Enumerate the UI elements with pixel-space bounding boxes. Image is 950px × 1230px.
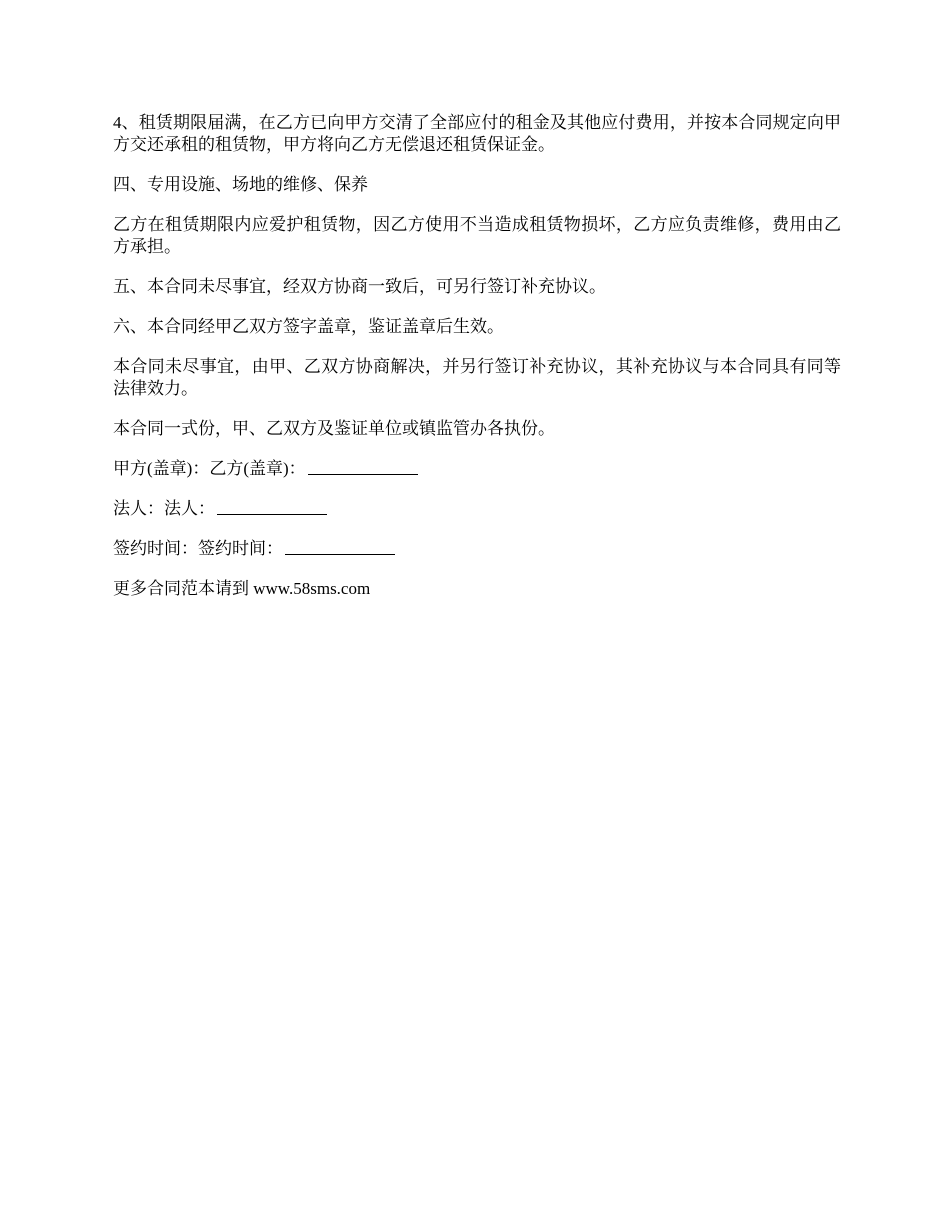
copies-clause: 本合同一式份，甲、乙双方及鉴证单位或镇监管办各执份。 — [113, 419, 555, 438]
signing-date-label: 签约时间：签约时间： — [113, 539, 283, 558]
maintenance-clause: 乙方在租赁期限内应爱护租赁物，因乙方使用不当造成租赁物损坏，乙方应负责维修，费用由乙方承担。 — [113, 215, 841, 256]
legal-person-signature-row — [113, 498, 841, 520]
signing-date-row — [113, 538, 841, 560]
clause-4-deposit-return: 4、租赁期限届满，在乙方已向甲方交清了全部应付的租金及其他应付费用，并按本合同规定向甲方交还承租的租赁物，甲方将向乙方无偿退还租赁保证金。 — [113, 113, 841, 154]
signing-date-line — [285, 538, 395, 555]
seal-label: 甲方(盖章)：乙方(盖章)： — [113, 459, 306, 478]
section-6-clause: 六、本合同经甲乙双方签字盖章，鉴证盖章后生效。 — [113, 317, 504, 336]
section-4-heading: 四、专用设施、场地的维修、保养 — [113, 175, 368, 194]
section-5-clause: 五、本合同未尽事宜，经双方协商一致后，可另行签订补充协议。 — [113, 277, 606, 296]
seal-signature-row — [113, 458, 841, 480]
footer-more-templates: 更多合同范本请到 www.58sms.com — [113, 579, 371, 598]
supplementary-agreement-clause: 本合同未尽事宜，由甲、乙双方协商解决，并另行签订补充协议，其补充协议与本合同具有同等法律效力。 — [113, 357, 841, 398]
seal-signature-line — [308, 458, 418, 475]
document-page — [113, 112, 841, 618]
legal-person-label: 法人：法人： — [113, 499, 215, 518]
legal-person-signature-line — [217, 498, 327, 515]
